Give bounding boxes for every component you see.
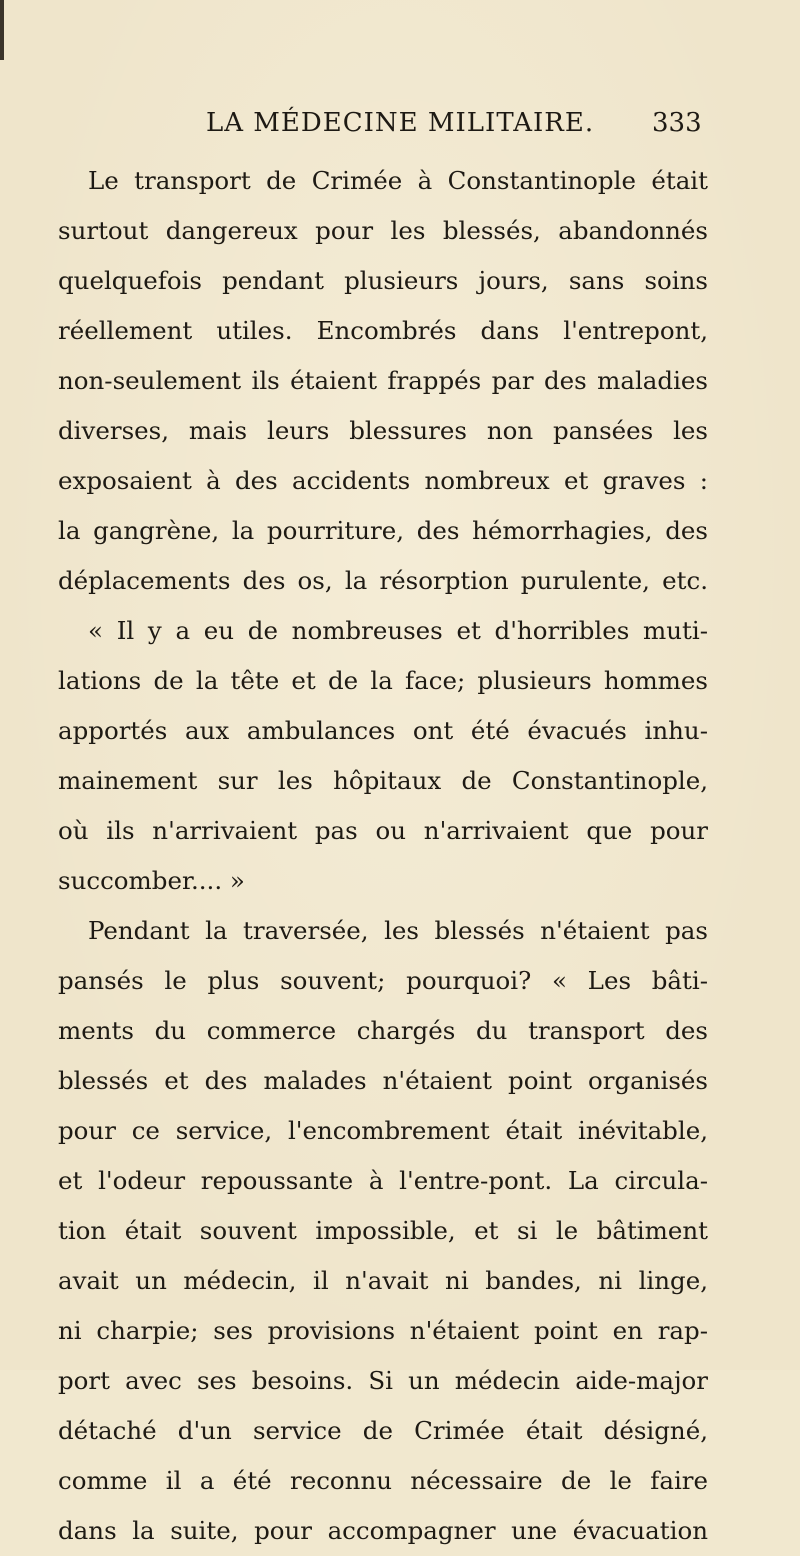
text-line: tion était souvent impossible, et si le bâtiment: [58, 1216, 708, 1245]
text-line: Le transport de Crimée à Constantinople était: [88, 166, 708, 195]
text-line: la gangrène, la pourriture, des hémorrhagies, des: [58, 516, 708, 545]
text-line: comme il a été reconnu nécessaire de le faire: [58, 1466, 708, 1495]
text-line: surtout dangereux pour les blessés, abandonnés: [58, 216, 708, 245]
text-line: mainement sur les hôpitaux de Constantinople,: [58, 766, 708, 795]
text-line: avait un médecin, il n'avait ni bandes, ni linge,: [58, 1266, 708, 1295]
text-line: Pendant la traversée, les blessés n'étaient pas: [88, 916, 708, 945]
text-line: exposaient à des accidents nombreux et graves :: [58, 466, 708, 495]
text-line: quelquefois pendant plusieurs jours, sans soins: [58, 266, 708, 295]
text-line: apportés aux ambulances ont été évacués inhu-: [58, 716, 708, 745]
text-line: port avec ses besoins. Si un médecin aide-major: [58, 1366, 708, 1395]
text-line: où ils n'arrivaient pas ou n'arrivaient que pour: [58, 816, 708, 845]
page-number: 333: [652, 108, 702, 138]
text-line: lations de la tête et de la face; plusieurs hommes: [58, 666, 708, 695]
text-line: succomber.... »: [58, 866, 245, 895]
running-header: [0, 108, 800, 148]
text-line: détaché d'un service de Crimée était désigné,: [58, 1416, 708, 1445]
text-line: ments du commerce chargés du transport des: [58, 1016, 708, 1045]
text-line: diverses, mais leurs blessures non pansées les: [58, 416, 708, 445]
text-line: pansés le plus souvent; pourquoi? « Les bâti-: [58, 966, 708, 995]
text-line: pour ce service, l'encombrement était inévitable,: [58, 1116, 708, 1145]
text-line: dans la suite, pour accompagner une évacuation: [58, 1516, 708, 1545]
text-line: déplacements des os, la résorption purulente, etc.: [58, 566, 708, 595]
body-text: [58, 156, 708, 1556]
text-line: non-seulement ils étaient frappés par des maladies: [58, 366, 708, 395]
text-line: et l'odeur repoussante à l'entre-pont. La circula-: [58, 1166, 708, 1195]
running-title: LA MÉDECINE MILITAIRE.: [206, 108, 595, 138]
text-line: réellement utiles. Encombrés dans l'entrepont,: [58, 316, 708, 345]
text-line: blessés et des malades n'étaient point organisés: [58, 1066, 708, 1095]
page-edge-shadow: [0, 0, 4, 60]
text-line: ni charpie; ses provisions n'étaient point en rap-: [58, 1316, 708, 1345]
text-line: « Il y a eu de nombreuses et d'horribles muti-: [88, 616, 708, 645]
